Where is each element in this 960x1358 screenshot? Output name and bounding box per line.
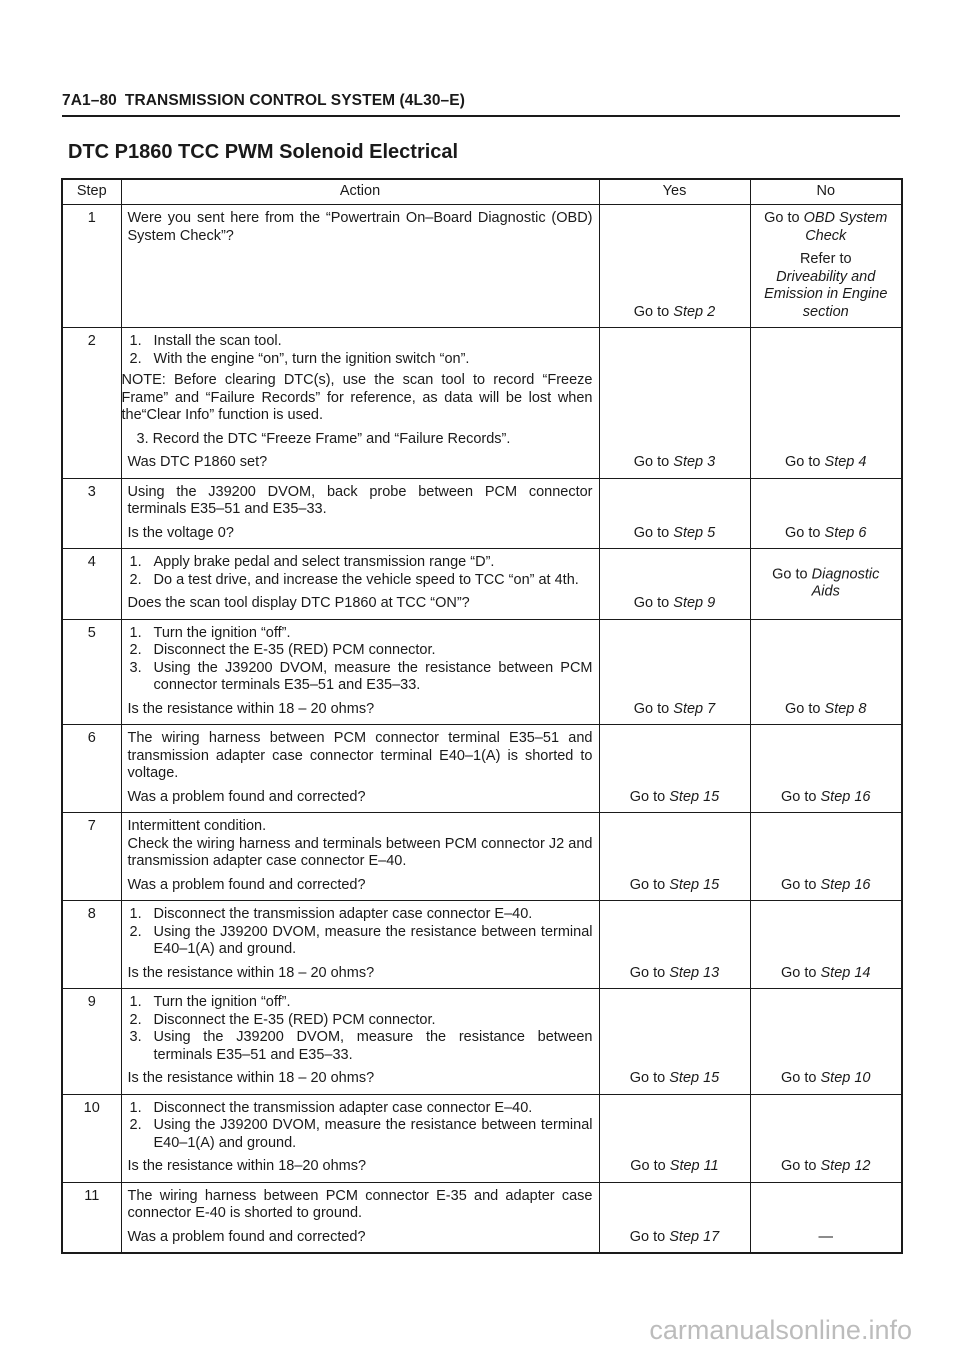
section-title: TRANSMISSION CONTROL SYSTEM (4L30–E) bbox=[124, 92, 465, 109]
step-number: 8 bbox=[62, 901, 121, 989]
no-action bbox=[751, 525, 902, 543]
item-text: Apply brake pedal and select transmission range “D”. bbox=[153, 554, 495, 570]
go-to-no bbox=[781, 1070, 871, 1086]
item-number: 2. bbox=[129, 571, 142, 588]
no-action bbox=[751, 965, 902, 983]
action-line: Intermittent condition. bbox=[127, 818, 267, 834]
item-number: 1. bbox=[129, 333, 142, 349]
table-row bbox=[62, 901, 902, 989]
item-number: 1. bbox=[129, 624, 142, 641]
list-item bbox=[128, 625, 593, 643]
step-link[interactable]: OBD System Check bbox=[803, 210, 888, 244]
table-row bbox=[62, 205, 902, 328]
column-header-step: Step bbox=[62, 179, 121, 205]
action-text: Were you sent here from the “Powertrain On–Board Diagnostic (OBD) System Check”? bbox=[127, 210, 593, 244]
action-cell bbox=[121, 549, 599, 620]
yes-action bbox=[600, 525, 750, 543]
step-number: 3 bbox=[62, 478, 121, 549]
go-to-label: Go to bbox=[781, 1070, 817, 1086]
go-to-label: Go to bbox=[785, 700, 821, 717]
go-to-yes bbox=[634, 304, 715, 320]
step-number: 7 bbox=[62, 813, 121, 901]
step-number: 4 bbox=[62, 549, 121, 620]
table-row bbox=[62, 619, 902, 725]
yes-action bbox=[600, 454, 750, 472]
step-number: 10 bbox=[62, 1094, 121, 1182]
yes-action bbox=[600, 965, 750, 983]
go-to-yes bbox=[630, 1229, 720, 1245]
no-cell bbox=[750, 1094, 902, 1182]
action-cell bbox=[121, 1182, 599, 1253]
column-header-yes: Yes bbox=[599, 179, 750, 205]
item-text: Turn the ignition “off”. bbox=[153, 994, 291, 1010]
watermark: carmanualsonline.info bbox=[649, 1315, 912, 1345]
table-row bbox=[62, 549, 902, 620]
item-text: Disconnect the transmission adapter case connector E–40. bbox=[153, 906, 533, 922]
item-text: Using the J39200 DVOM, measure the resistance between terminal E40–1(A) and ground. bbox=[153, 923, 593, 957]
go-to-label: Go to bbox=[781, 788, 817, 805]
yes-cell bbox=[599, 725, 750, 813]
go-to-label: Go to bbox=[629, 876, 666, 893]
step-number: 5 bbox=[62, 619, 121, 725]
item-number: 2. bbox=[129, 923, 142, 940]
no-action bbox=[751, 701, 902, 719]
step-number: 6 bbox=[62, 725, 121, 813]
note-text: NOTE: Before clearing DTC(s), use the scan tool to record “Freeze Frame” and “Failure Records” for reference, as data will be lost when the“Clear Info” function is used. bbox=[121, 372, 593, 423]
diagnostic-table bbox=[61, 178, 903, 1254]
go-to-no bbox=[781, 1158, 871, 1174]
go-to-label: Go to bbox=[629, 788, 666, 805]
go-to-label: Go to bbox=[633, 700, 670, 717]
item-text: Disconnect the transmission adapter case connector E–40. bbox=[153, 1099, 533, 1116]
no-cell bbox=[750, 813, 902, 901]
go-to-no bbox=[785, 701, 866, 717]
item-text: With the engine “on”, turn the ignition switch “on”. bbox=[153, 350, 470, 367]
action-cell bbox=[121, 328, 599, 479]
page-header bbox=[62, 92, 465, 110]
table-row bbox=[62, 1182, 902, 1253]
action-cell bbox=[121, 1094, 599, 1182]
item-text: Do a test drive, and increase the vehicle speed to TCC “on” at 4th. bbox=[153, 571, 579, 588]
go-to-label: Go to bbox=[629, 964, 666, 981]
step-number: 9 bbox=[62, 989, 121, 1095]
go-to-label: Go to bbox=[633, 595, 670, 611]
yes-action bbox=[600, 304, 750, 322]
step-link[interactable]: Step 3 bbox=[673, 454, 716, 470]
table-row bbox=[62, 725, 902, 813]
no-action bbox=[751, 1070, 902, 1088]
step-link[interactable]: Step 13 bbox=[669, 964, 720, 981]
action-cell bbox=[121, 619, 599, 725]
go-to-label: Go to bbox=[633, 303, 670, 320]
table-row bbox=[62, 328, 902, 479]
yes-action bbox=[600, 1070, 750, 1088]
no-cell bbox=[750, 205, 902, 328]
step-number: 2 bbox=[62, 328, 121, 479]
no-cell bbox=[750, 328, 902, 479]
refer-link[interactable]: Driveability and Emission in Engine section bbox=[764, 268, 888, 320]
step-link[interactable]: Step 14 bbox=[820, 964, 871, 981]
yes-cell bbox=[599, 205, 750, 328]
table-row bbox=[62, 989, 902, 1095]
item-number: 1. bbox=[129, 1099, 142, 1116]
go-to-label: Go to bbox=[764, 210, 800, 226]
no-cell bbox=[750, 478, 902, 549]
item-number: 2. bbox=[129, 642, 142, 658]
action-text: Using the J39200 DVOM, back probe between PCM connector terminals E35–51 and E35–33. bbox=[127, 483, 593, 517]
yes-action bbox=[600, 789, 750, 807]
sub-item: 3. Record the DTC “Freeze Frame” and “Failure Records”. bbox=[136, 430, 511, 447]
go-to-no bbox=[781, 965, 871, 981]
column-header-no: No bbox=[750, 179, 902, 205]
no-cell bbox=[750, 725, 902, 813]
question-text: Is the resistance within 18 – 20 ohms? bbox=[127, 964, 375, 981]
go-to-label: Go to bbox=[781, 964, 817, 981]
action-text: The wiring harness between PCM connector E-35 and adapter case connector E-40 is shorted to ground. bbox=[127, 1187, 593, 1221]
yes-action bbox=[600, 1229, 750, 1247]
go-to-yes bbox=[634, 595, 715, 611]
table-row bbox=[62, 478, 902, 549]
list-item bbox=[128, 1100, 593, 1118]
item-text: Turn the ignition “off”. bbox=[153, 624, 291, 641]
yes-action bbox=[600, 701, 750, 719]
no-action bbox=[751, 789, 902, 807]
go-to-no bbox=[785, 454, 866, 470]
table-row bbox=[62, 813, 902, 901]
no-action bbox=[751, 1158, 902, 1176]
action-text: The wiring harness between PCM connector terminal E35–51 and transmission adapter case connector terminal E40–1(A) is shorted to voltage. bbox=[127, 730, 593, 781]
yes-cell bbox=[599, 478, 750, 549]
step-link[interactable]: Step 6 bbox=[824, 524, 867, 541]
list-item bbox=[128, 1012, 593, 1030]
list-item bbox=[128, 906, 593, 924]
step-link[interactable]: Step 15 bbox=[669, 876, 720, 893]
go-to-yes bbox=[630, 1158, 718, 1174]
table-row bbox=[62, 1094, 902, 1182]
yes-cell bbox=[599, 813, 750, 901]
go-to-label: Go to bbox=[781, 1158, 817, 1174]
go-to-label: Go to bbox=[633, 524, 670, 541]
step-number: 11 bbox=[62, 1182, 121, 1253]
question-text: Is the resistance within 18–20 ohms? bbox=[127, 1158, 367, 1174]
yes-action bbox=[600, 877, 750, 895]
yes-action bbox=[600, 1158, 750, 1176]
no-cell bbox=[750, 989, 902, 1095]
question-text: Is the resistance within 18 – 20 ohms? bbox=[127, 1070, 375, 1086]
list-item bbox=[128, 994, 593, 1012]
item-text: Using the J39200 DVOM, measure the resistance between terminals E35–51 and E35–33. bbox=[153, 1029, 593, 1063]
step-link[interactable]: Step 4 bbox=[824, 454, 867, 470]
go-to-label: Go to bbox=[633, 454, 670, 470]
page-title: DTC P1860 TCC PWM Solenoid Electrical bbox=[68, 141, 459, 163]
no-cell bbox=[750, 901, 902, 989]
item-number: 3. bbox=[129, 1029, 142, 1045]
question-text: Was a problem found and corrected? bbox=[127, 1228, 366, 1245]
no-cell bbox=[750, 619, 902, 725]
go-to-yes bbox=[630, 789, 720, 805]
no-action bbox=[751, 566, 902, 601]
no-action bbox=[751, 454, 902, 472]
item-text: Disconnect the E-35 (RED) PCM connector. bbox=[153, 642, 436, 658]
table-header-row bbox=[62, 179, 902, 205]
no-action bbox=[757, 210, 896, 321]
list-item bbox=[128, 924, 593, 959]
list-item bbox=[128, 1117, 593, 1152]
step-link[interactable]: Step 16 bbox=[820, 788, 871, 805]
item-number: 2. bbox=[129, 1117, 142, 1133]
step-link[interactable]: Step 15 bbox=[669, 1070, 720, 1086]
go-to-yes bbox=[630, 877, 720, 893]
go-to-no bbox=[757, 210, 896, 245]
go-to-yes bbox=[630, 1070, 720, 1086]
yes-cell bbox=[599, 328, 750, 479]
action-cell bbox=[121, 205, 599, 328]
step-link[interactable]: Step 2 bbox=[673, 303, 716, 320]
yes-cell bbox=[599, 989, 750, 1095]
question-text: Was DTC P1860 set? bbox=[127, 454, 268, 470]
item-number: 2. bbox=[129, 1011, 142, 1028]
item-text: Using the J39200 DVOM, measure the resistance between terminal E40–1(A) and ground. bbox=[153, 1117, 593, 1151]
question-text: Is the resistance within 18 – 20 ohms? bbox=[127, 700, 375, 717]
no-action bbox=[751, 877, 902, 895]
header-divider bbox=[62, 115, 900, 117]
item-number: 1. bbox=[129, 994, 142, 1010]
step-link[interactable]: Step 8 bbox=[824, 700, 867, 717]
question-text: Was a problem found and corrected? bbox=[127, 876, 366, 893]
go-to-no bbox=[785, 525, 866, 541]
item-number: 2. bbox=[129, 350, 142, 367]
question-text: Is the voltage 0? bbox=[127, 524, 234, 541]
step-link[interactable]: Step 5 bbox=[673, 524, 716, 541]
list-item bbox=[128, 333, 593, 351]
yes-cell bbox=[599, 1094, 750, 1182]
step-link[interactable]: Step 11 bbox=[669, 1158, 719, 1174]
item-number: 3. bbox=[129, 659, 142, 676]
yes-cell bbox=[599, 549, 750, 620]
item-text: Using the J39200 DVOM, measure the resistance between PCM connector terminals E35–51 and E35–33. bbox=[153, 659, 593, 693]
go-to-label: Go to bbox=[629, 1228, 666, 1245]
go-to-label: Go to bbox=[630, 1158, 666, 1174]
action-cell bbox=[121, 725, 599, 813]
step-link[interactable]: Step 9 bbox=[673, 595, 716, 611]
action-cell bbox=[121, 813, 599, 901]
item-number: 1. bbox=[129, 906, 142, 922]
step-link[interactable]: Step 12 bbox=[820, 1158, 871, 1174]
go-to-no bbox=[781, 877, 871, 893]
item-number: 1. bbox=[129, 554, 142, 570]
list-item bbox=[128, 554, 593, 572]
action-cell bbox=[121, 478, 599, 549]
column-header-action: Action bbox=[121, 179, 599, 205]
no-cell bbox=[750, 1182, 902, 1253]
question-text: Does the scan tool display DTC P1860 at TCC “ON”? bbox=[127, 595, 470, 611]
list-item bbox=[128, 1029, 593, 1064]
list-item bbox=[128, 660, 593, 695]
yes-cell bbox=[599, 619, 750, 725]
action-cell bbox=[121, 989, 599, 1095]
action-line: Check the wiring harness and terminals between PCM connector J2 and transmission adapter case connector E–40. bbox=[127, 835, 593, 869]
step-link[interactable]: Step 17 bbox=[669, 1228, 720, 1245]
list-item bbox=[128, 351, 593, 369]
step-link[interactable]: Diagnostic Aids bbox=[811, 566, 880, 600]
step-link[interactable]: Step 7 bbox=[673, 700, 716, 717]
step-link[interactable]: Step 10 bbox=[820, 1070, 871, 1086]
go-to-yes bbox=[634, 701, 715, 717]
yes-action bbox=[600, 595, 750, 613]
step-link[interactable]: Step 15 bbox=[669, 788, 720, 805]
go-to-label: Go to bbox=[772, 566, 808, 583]
yes-cell bbox=[599, 1182, 750, 1253]
go-to-yes bbox=[630, 965, 720, 981]
question-text: Was a problem found and corrected? bbox=[127, 788, 366, 805]
yes-cell bbox=[599, 901, 750, 989]
go-to-no bbox=[772, 566, 879, 600]
item-text: Disconnect the E-35 (RED) PCM connector. bbox=[153, 1011, 436, 1028]
item-text: Install the scan tool. bbox=[153, 333, 282, 349]
page-number: 7A1–80 bbox=[62, 92, 117, 109]
go-to-yes bbox=[634, 525, 715, 541]
go-to-no bbox=[781, 789, 871, 805]
step-number: 1 bbox=[62, 205, 121, 328]
go-to-yes bbox=[634, 454, 715, 470]
go-to-label: Go to bbox=[785, 524, 821, 541]
refer-label: Refer to bbox=[799, 251, 852, 267]
go-to-label: Go to bbox=[785, 454, 821, 470]
list-item bbox=[128, 642, 593, 660]
action-cell bbox=[121, 901, 599, 989]
no-action: — bbox=[818, 1228, 833, 1245]
list-item bbox=[128, 572, 593, 590]
no-cell bbox=[750, 549, 902, 620]
step-link[interactable]: Step 16 bbox=[820, 876, 871, 893]
go-to-label: Go to bbox=[781, 876, 817, 893]
go-to-label: Go to bbox=[629, 1070, 666, 1086]
